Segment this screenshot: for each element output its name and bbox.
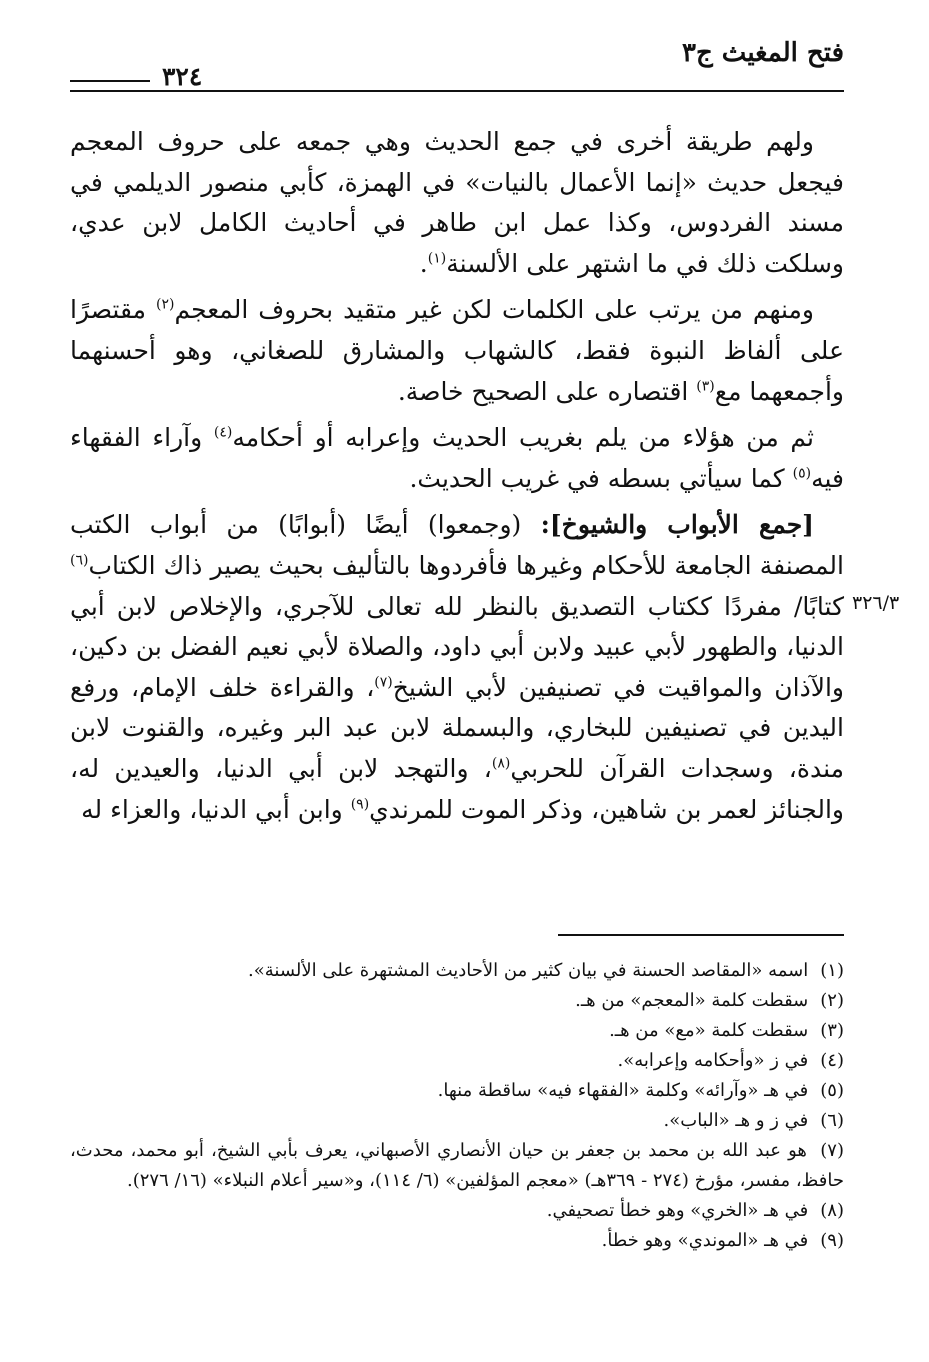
footnotes xyxy=(70,956,844,1256)
footnote xyxy=(70,1106,844,1136)
page-header xyxy=(70,32,844,92)
footnote-number: (٣) xyxy=(820,1020,844,1041)
running-title: فتح المغيث ج٣ xyxy=(681,38,844,68)
margin-reference: ٣٢٦/٣ xyxy=(852,592,900,614)
footnote-ref: (٢) xyxy=(155,297,175,314)
footnote-separator xyxy=(558,934,844,936)
footnote xyxy=(70,1076,844,1106)
paragraph-text: اقتصاره على الصحيح خاصة. xyxy=(397,376,697,406)
footnote-number: (٥) xyxy=(820,1080,844,1101)
paragraph-text: وابن أبي الدنيا، والعزاء له xyxy=(81,794,351,824)
main-text xyxy=(70,122,844,830)
footnote xyxy=(70,1016,844,1046)
paragraph-text: ومنهم من يرتب على الكلمات لكن غير متقيد بحروف المعجم xyxy=(174,295,815,325)
paragraph-text: كما سيأتي بسطه في غريب الحديث. xyxy=(409,463,793,493)
paragraph-text: ولهم طريقة أخرى في جمع الحديث وهي جمعه على حروف المعجم فيجعل حديث «إنما الأعمال بالنيات» في الهمزة، كأبي منصور الديلمي في مسند الفردوس، وكذا عمل ابن طاهر في أحاديث الكامل لابن عدي، وسلكت ذلك في ما اشتهر على الألسنة xyxy=(70,127,844,278)
footnote-text: هو عبد الله بن محمد بن جعفر بن حيان الأنصاري الأصبهاني، يعرف بأبي الشيخ، أبو محمد، محدث، حافظ، مفسر، مؤرخ (٢٧٤ - ٣٦٩هـ) «معجم المؤلفين» (٦/ ١١٤)، و«سير أعلام النبلاء» (١٦/ ٢٧٦). xyxy=(70,1140,844,1191)
footnote-ref: (٨) xyxy=(491,755,511,772)
footnote-number: (٧) xyxy=(820,1140,844,1161)
footnote-number: (٦) xyxy=(820,1110,844,1131)
footnote-text: في ز «وأحكامه وإعرابه». xyxy=(617,1050,809,1071)
footnote-ref: (٧) xyxy=(374,674,393,691)
paragraph-text: مقتصرًا على ألفاظ النبوة فقط، كالشهاب والمشارق للصغاني، وهو أحسنهما وأجمعهما مع xyxy=(70,295,844,406)
footnote-ref: (٦) xyxy=(70,552,89,569)
footnote-ref: (٩) xyxy=(350,796,370,813)
footnote xyxy=(70,986,844,1016)
paragraph xyxy=(70,418,844,499)
footnote-number: (٤) xyxy=(820,1050,844,1071)
footnote-number: (١) xyxy=(820,960,844,981)
footnote-number: (٨) xyxy=(820,1200,844,1221)
footnote-text: في هـ «وآرائه» وكلمة «الفقهاء فيه» ساقطة منها. xyxy=(437,1080,809,1101)
page-number: ٣٢٤ xyxy=(162,62,203,91)
paragraph-text: كتابًا/ مفردًا ككتاب التصديق بالنظر لله تعالى للآجري، والإخلاص لابن أبي الدنيا، والطهور لأبي عبيد ولابن أبي داود، والصلاة لأبي نعيم الفضل بن دكين، والآذان والمواقيت في تصنيفين لأبي الشيخ xyxy=(70,591,844,702)
paragraph xyxy=(70,122,844,284)
paragraph xyxy=(70,290,844,412)
footnote xyxy=(70,1196,844,1226)
paragraph-text: ، والتهجد لابن أبي الدنيا، والعيدين له، والجنائز لعمر بن شاهين، وذكر الموت للمرندي xyxy=(70,753,844,824)
footnote-number: (٢) xyxy=(820,990,844,1011)
paragraph-text: ثم من هؤلاء من يلم بغريب الحديث وإعرابه أو أحكامه xyxy=(232,423,814,453)
footnote-number: (٩) xyxy=(820,1230,844,1251)
footnote-ref: (٥) xyxy=(792,465,812,482)
footnote-ref: (٤) xyxy=(213,424,233,441)
paragraph-text: وآراء الفقهاء فيه xyxy=(70,423,844,493)
paragraph-text: . xyxy=(419,248,428,278)
footnote xyxy=(70,1136,844,1196)
footnote-text: اسمه «المقاصد الحسنة في بيان كثير من الأحاديث المشتهرة على الألسنة». xyxy=(248,960,809,981)
footnote-text: سقطت كلمة «مع» من هـ. xyxy=(609,1020,809,1041)
footnote-text: سقطت كلمة «المعجم» من هـ. xyxy=(575,990,809,1011)
footnote xyxy=(70,1046,844,1076)
footnote-ref: (١) xyxy=(427,250,447,267)
footnote-ref: (٣) xyxy=(696,378,715,395)
footnote xyxy=(70,1226,844,1256)
footnote-text: في ز و هـ «الباب». xyxy=(663,1110,809,1131)
footnote-text: في هـ «الخري» وهو خطأ تصحيفي. xyxy=(546,1200,809,1221)
section-heading: [جمع الأبواب والشيوخ]: xyxy=(540,510,814,540)
header-rule xyxy=(70,90,844,92)
paragraph xyxy=(70,505,844,830)
paragraph-text: ، والقراءة خلف الإمام، ورفع اليدين في تصنيفين للبخاري، والبسملة لابن عبد البر وغيره، والقنوت لابن مندة، وسجدات القرآن للحربي xyxy=(70,672,845,783)
page-number-rule xyxy=(70,80,150,82)
paragraph-text: (وجمعوا) أيضًا (أبوابًا) من أبواب الكتب المصنفة الجامعة للأحكام وغيرها فأفردوها بالتأليف بحيث يصير ذاك الكتاب xyxy=(70,510,844,580)
footnote xyxy=(70,956,844,986)
footnote-text: في هـ «الموندي» وهو خطأ. xyxy=(601,1230,809,1251)
